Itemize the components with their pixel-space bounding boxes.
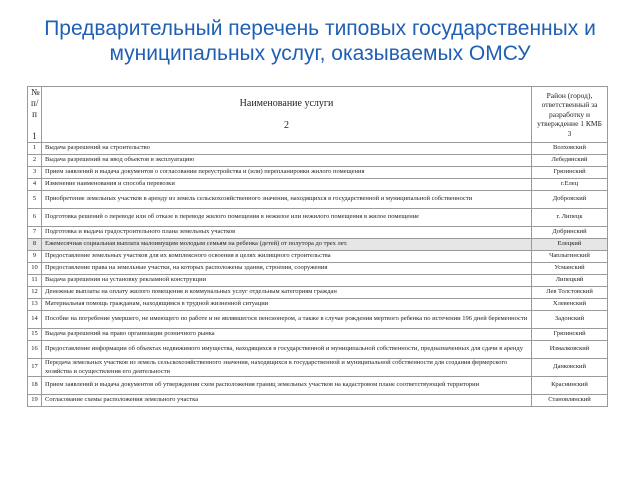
table-row bbox=[28, 275, 608, 287]
row-service-name: Денежные выплаты на оплату жилого помещения и коммунальных услуг отдельным категориям граждан bbox=[42, 287, 532, 299]
row-district: г. Липецк bbox=[532, 209, 608, 227]
page-title: Предварительный перечень типовых государственных и муниципальных услуг, оказываемых ОМСУ bbox=[44, 17, 596, 65]
table-row bbox=[28, 143, 608, 155]
row-district: Волховский bbox=[532, 143, 608, 155]
table-row bbox=[28, 329, 608, 341]
row-num: 3 bbox=[28, 167, 42, 179]
row-num: 2 bbox=[28, 155, 42, 167]
header-name-label: Наименование услуги bbox=[239, 98, 334, 109]
header-num-sub: 1 bbox=[32, 131, 37, 141]
row-num: 12 bbox=[28, 287, 42, 299]
row-district: Измалковский bbox=[532, 341, 608, 359]
row-district: Лев Толстовский bbox=[532, 287, 608, 299]
row-service-name: Материальная помощь гражданам, находящимся в трудной жизненной ситуации bbox=[42, 299, 532, 311]
table-row bbox=[28, 287, 608, 299]
row-num: 8 bbox=[28, 239, 42, 251]
row-service-name: Выдача разрешения на установку рекламной конструкции bbox=[42, 275, 532, 287]
row-district: Грязинский bbox=[532, 329, 608, 341]
row-num: 11 bbox=[28, 275, 42, 287]
row-district: Добринский bbox=[532, 227, 608, 239]
table-row bbox=[28, 395, 608, 407]
table-row bbox=[28, 179, 608, 191]
row-num: 15 bbox=[28, 329, 42, 341]
row-district: Липецкий bbox=[532, 275, 608, 287]
table-row bbox=[28, 359, 608, 377]
row-service-name: Изменение наименования и способа перевозки bbox=[42, 179, 532, 191]
row-num: 17 bbox=[28, 359, 42, 377]
table-header-row bbox=[28, 87, 608, 143]
header-name-sub: 2 bbox=[284, 120, 289, 131]
row-num: 5 bbox=[28, 191, 42, 209]
row-service-name: Прием заявлений и выдача документов об утверждении схем расположения границ земельных участков на кадастровом плане соответствующей территории bbox=[42, 377, 532, 395]
row-district: Лебедянский bbox=[532, 155, 608, 167]
row-service-name: Согласование схемы расположения земельного участка bbox=[42, 395, 532, 407]
row-service-name: Прием заявлений и выдача документов о согласовании переустройства и (или) перепланировки жилого помещения bbox=[42, 167, 532, 179]
table-row bbox=[28, 263, 608, 275]
row-district: Добровский bbox=[532, 191, 608, 209]
row-service-name: Приобретение земельных участков в аренду из земель сельскохозяйственного значения, находящихся в государственной и муниципальной собственности bbox=[42, 191, 532, 209]
row-num: 18 bbox=[28, 377, 42, 395]
row-num: 9 bbox=[28, 251, 42, 263]
table-row bbox=[28, 239, 608, 251]
row-num: 16 bbox=[28, 341, 42, 359]
row-service-name: Пособие на погребение умершего, не имеющего по работе и не являвшегося пенсионером, а также в случае рождения мертвого ребенка по истечении 196 дней беременности bbox=[42, 311, 532, 329]
row-num: 13 bbox=[28, 299, 42, 311]
row-district: Елецкий bbox=[532, 239, 608, 251]
table-row bbox=[28, 299, 608, 311]
row-district: Грязинский bbox=[532, 167, 608, 179]
row-service-name: Выдача разрешений на право организации розничного рынка bbox=[42, 329, 532, 341]
services-table-container bbox=[27, 86, 607, 407]
table-row bbox=[28, 251, 608, 263]
row-district: Усманский bbox=[532, 263, 608, 275]
row-num: 7 bbox=[28, 227, 42, 239]
table-row bbox=[28, 341, 608, 359]
row-service-name: Предоставление информации об объектах недвижимого имущества, находящихся в государственной и муниципальной собственности, предназначенных для сдачи в аренду bbox=[42, 341, 532, 359]
table-row bbox=[28, 155, 608, 167]
table-row bbox=[28, 377, 608, 395]
header-num-label: № п/п bbox=[31, 87, 40, 119]
row-num: 14 bbox=[28, 311, 42, 329]
row-service-name: Подготовка и выдача градостроительного плана земельных участков bbox=[42, 227, 532, 239]
row-service-name: Выдача разрешений на ввод объектов в эксплуатацию bbox=[42, 155, 532, 167]
header-num bbox=[28, 87, 42, 143]
row-num: 6 bbox=[28, 209, 42, 227]
table-row bbox=[28, 209, 608, 227]
row-num: 4 bbox=[28, 179, 42, 191]
table-row bbox=[28, 227, 608, 239]
row-district: Задонский bbox=[532, 311, 608, 329]
table-row bbox=[28, 167, 608, 179]
row-district: Чаплыгинский bbox=[532, 251, 608, 263]
row-service-name: Ежемесячная социальная выплата малоимущим молодым семьям на ребенка (детей) от полутора до трех лет. bbox=[42, 239, 532, 251]
row-service-name: Передача земельных участков из земель сельскохозяйственного значения, находящихся в государственной и муниципальной собственности для создания фермерского хозяйства и осуществления его деятельности bbox=[42, 359, 532, 377]
row-service-name: Выдача разрешений на строительство bbox=[42, 143, 532, 155]
services-table bbox=[27, 86, 608, 407]
table-row bbox=[28, 311, 608, 329]
row-num: 1 bbox=[28, 143, 42, 155]
row-num: 19 bbox=[28, 395, 42, 407]
row-service-name: Предоставление права на земельные участки, на которых расположены здания, строения, сооружения bbox=[42, 263, 532, 275]
header-district bbox=[532, 87, 608, 143]
table-row bbox=[28, 191, 608, 209]
row-num: 10 bbox=[28, 263, 42, 275]
row-district: Хлевенский bbox=[532, 299, 608, 311]
header-district-label: Район (город), ответственный за разработку и утверждение 1 КМБ bbox=[537, 90, 602, 129]
row-district: Краснинский bbox=[532, 377, 608, 395]
row-service-name: Подготовка решений о переводе или об отказе в переводе жилого помещения в нежилое или нежилого помещения в жилое помещение bbox=[42, 209, 532, 227]
row-district: Данковский bbox=[532, 359, 608, 377]
row-district: Становлянский bbox=[532, 395, 608, 407]
row-service-name: Предоставление земельных участков для их комплексного освоения в целях жилищного строительства bbox=[42, 251, 532, 263]
header-district-sub: 3 bbox=[567, 128, 572, 138]
row-district: г.Елец bbox=[532, 179, 608, 191]
header-name bbox=[42, 87, 532, 143]
